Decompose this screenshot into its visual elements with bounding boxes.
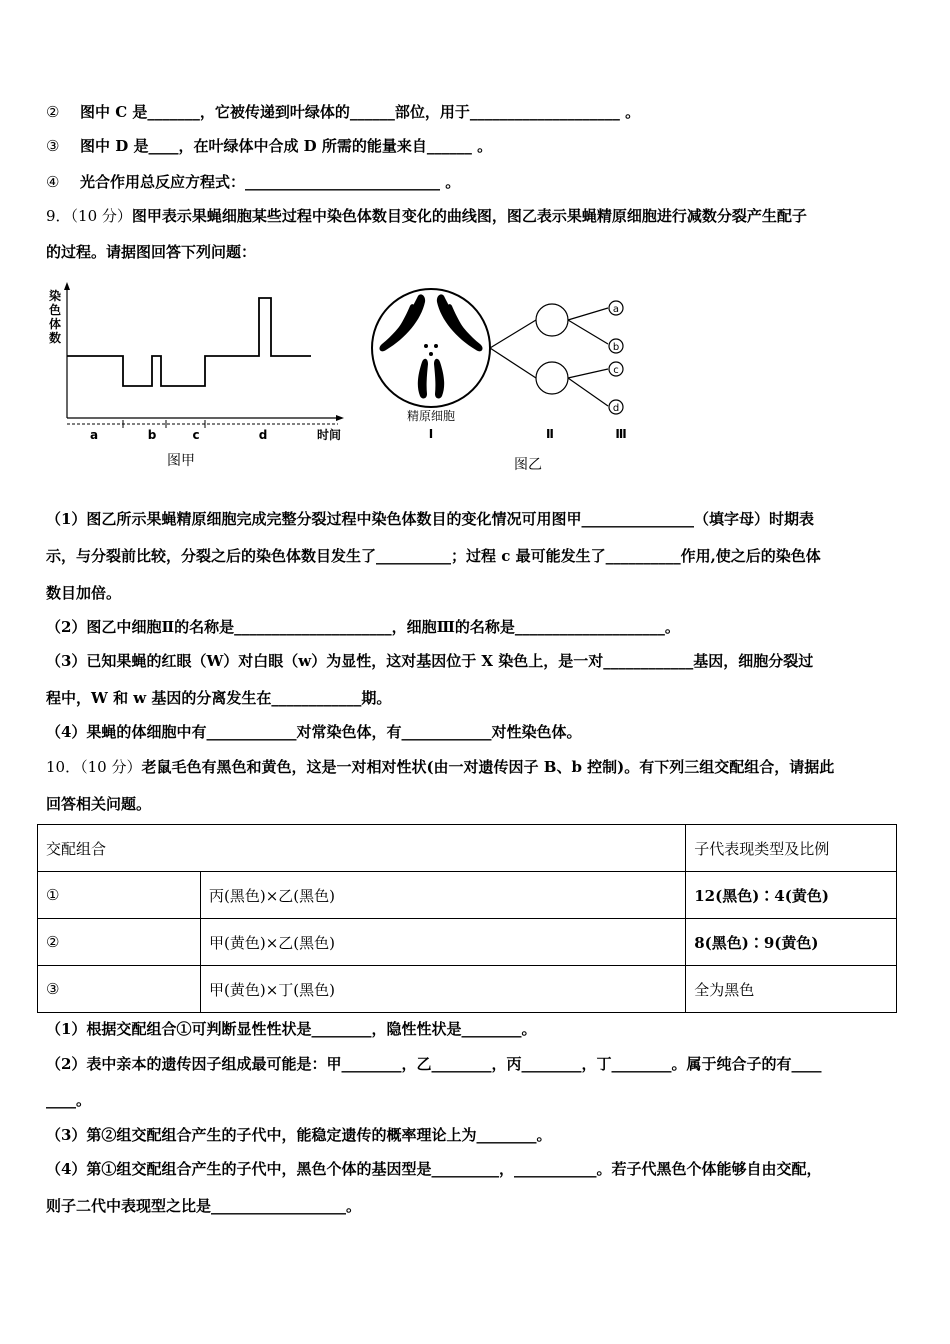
fig-a-ylabel-3: 体 (48, 317, 62, 331)
table-cell-cross: 丙(黑色)×乙(黑色) (201, 872, 686, 919)
fig-b-cell-label: 精原细胞 (406, 409, 456, 423)
q8-sub3-text: 图中 D 是____，在叶绿体中合成 D 所需的能量来自______ 。 (80, 137, 493, 155)
q10-sub4-line1: （4）第①组交配组合产生的子代中，黑色个体的基因型是_________，___________。若子代黑色个体能够自由交配， (46, 1160, 822, 1178)
q10-stem-text: 老鼠毛色有黑色和黄色，这是一对相对性状(由一对遗传因子 B、b 控制)。有下列三组交配组合，请据此 (141, 758, 835, 776)
fig-a-y-arrow (64, 282, 70, 290)
q9-sub1-line3: 数目加倍。 (46, 584, 122, 602)
q10-sub4-line2: 则子二代中表现型之比是__________________。 (46, 1197, 362, 1215)
table-cell-cross: 甲(黄色)×丁(黑色) (201, 966, 686, 1013)
fig-b-spermatogonium-cell (372, 289, 490, 407)
q9-sub3-line1: （3）已知果蝇的红眼（W）对白眼（w）为显性，这对基因位于 X 染色上，是一对____________基因，细胞分裂过 (46, 652, 814, 670)
cross-table (37, 824, 897, 1013)
table-cell-result: 12(黑色)∶4(黄色) (686, 872, 897, 919)
fig-b-arrow-to-upper-cell (490, 320, 536, 348)
fig-b-arrow-c (568, 369, 608, 378)
q9-sub1-line2: 示，与分裂前比较，分裂之后的染色体数目发生了__________；过程 c 最可能发生了__________作用,使之后的染色体 (46, 547, 821, 565)
q8-sub4-text: 光合作用总反应方程式：__________________________ 。 (80, 173, 461, 191)
fig-b-gamete-b-label: b (612, 342, 620, 353)
fig-b-dot-1 (424, 344, 428, 348)
table-cell-result: 全为黑色 (686, 966, 897, 1013)
table-cell-id: ① (38, 872, 201, 919)
fig-b-stage-3: Ⅲ (615, 427, 627, 441)
figure-b-diagram (372, 289, 627, 473)
fig-a-chromosome-curve (67, 298, 311, 386)
fig-b-arrow-b (568, 320, 608, 344)
fig-a-ylabel-1: 染 (48, 289, 62, 303)
q9-stem-line2: 的过程。请据图回答下列问题： (46, 243, 257, 261)
q8-sub4 (46, 172, 460, 192)
fig-a-xlabel: 时间 (316, 428, 342, 442)
table-header-result: 子代表现类型及比例 (686, 825, 897, 872)
fig-b-caption: 图乙 (514, 457, 542, 473)
q10-sub3: （3）第②组交配组合产生的子代中，能稳定遗传的概率理论上为________。 (46, 1126, 552, 1144)
table-header-row (38, 825, 897, 872)
fig-b-gamete-d-label: d (612, 403, 620, 414)
fig-a-x-arrow (336, 415, 344, 421)
fig-b-arrow-d (568, 378, 608, 406)
fig-b-stage-2: Ⅱ (546, 427, 554, 441)
fig-a-period-a: a (89, 428, 99, 442)
table-cell-cross: 甲(黄色)×乙(黑色) (201, 919, 686, 966)
fig-b-secondary-cell-1 (536, 304, 568, 336)
q9-number: 9．（10 分） (46, 207, 132, 225)
fig-b-chromosomes (379, 294, 482, 398)
fig-b-arrow-a (568, 308, 608, 320)
table-header-group: 交配组合 (38, 825, 686, 872)
q10-sub1: （1）根据交配组合①可判断显性性状是________，隐性性状是________。 (46, 1020, 537, 1038)
q8-sub3-num: ③ (46, 137, 60, 155)
fig-b-gamete-c-label: c (613, 365, 619, 376)
fig-b-chromosome-lower-right (434, 359, 444, 399)
q9-figure (46, 268, 636, 478)
figure-a-graph (48, 282, 344, 469)
q10-stem-line1 (46, 757, 834, 777)
q9-sub1-line1: （1）图乙所示果蝇精原细胞完成完整分裂过程中染色体数目的变化情况可用图甲_______________（填字母）时期表 (46, 510, 814, 528)
q10-sub2-line2: ____。 (46, 1091, 92, 1109)
q9-sub3-line2: 程中，W 和 w 基因的分离发生在____________期。 (46, 689, 392, 707)
q10-stem-line2: 回答相关问题。 (46, 795, 152, 813)
fig-b-dot-3 (429, 352, 433, 356)
fig-a-ylabel-4: 数 (48, 331, 62, 345)
fig-b-dot-2 (434, 344, 438, 348)
fig-b-gamete-a-label: a (612, 304, 620, 315)
fig-a-ylabel-2: 色 (48, 303, 62, 317)
fig-b-stage-1: Ⅰ (428, 427, 434, 441)
fig-b-arrow-to-lower-cell (490, 348, 536, 378)
table-row (38, 919, 897, 966)
q9-stem-line1 (46, 206, 807, 226)
table-cell-id: ② (38, 919, 201, 966)
q8-sub3 (46, 136, 492, 156)
q9-sub4: （4）果蝇的体细胞中有____________对常染色体，有____________对性染色体。 (46, 723, 582, 741)
table-cell-result: 8(黑色)∶9(黄色) (686, 919, 897, 966)
fig-b-chromosome-lower-left (418, 359, 428, 399)
q10-sub2-line1: （2）表中亲本的遗传因子组成最可能是：甲________，乙________，丙________，丁________。属于纯合子的有____ (46, 1055, 822, 1073)
q10-number: 10．（10 分） (46, 758, 142, 776)
fig-b-secondary-cell-2 (536, 362, 568, 394)
q8-sub2-text: 图中 C 是_______，它被传递到叶绿体的______部位，用于____________________ 。 (80, 103, 641, 121)
q8-sub4-num: ④ (46, 173, 60, 191)
q9-sub2: （2）图乙中细胞Ⅱ的名称是_____________________，细胞Ⅲ的名称是____________________。 (46, 618, 680, 636)
q8-sub2-num: ② (46, 103, 60, 121)
q9-stem-text: 图甲表示果蝇细胞某些过程中染色体数目变化的曲线图，图乙表示果蝇精原细胞进行减数分裂产生配子 (131, 207, 807, 225)
fig-a-caption: 图甲 (167, 453, 195, 469)
table-cell-id: ③ (38, 966, 201, 1013)
fig-a-period-b: b (147, 428, 157, 442)
fig-a-period-c: c (192, 428, 200, 442)
table-row (38, 872, 897, 919)
q9-figure-svg (46, 268, 636, 478)
q8-sub2 (46, 102, 640, 122)
fig-a-period-d: d (258, 428, 268, 442)
table-row (38, 966, 897, 1013)
